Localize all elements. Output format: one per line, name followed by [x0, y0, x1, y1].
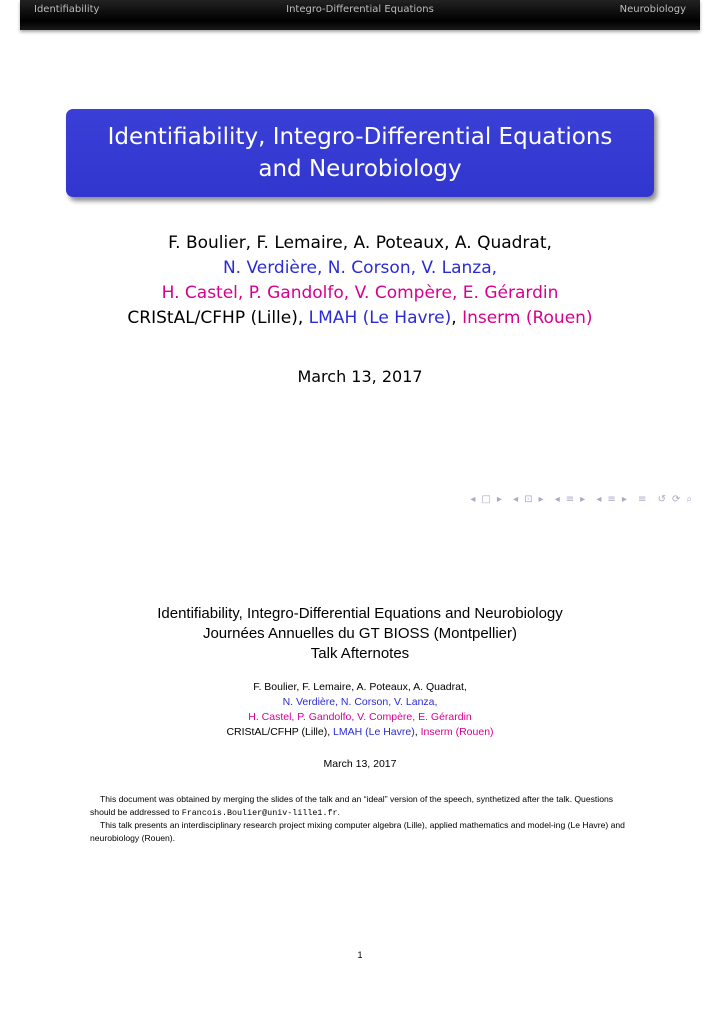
notes-event: Journées Annuelles du GT BIOSS (Montpellier) [202, 625, 518, 642]
notes-date: March 13, 2017 [323, 758, 397, 770]
notes-authors-le-havre: N. Verdière, N. Corson, V. Lanza, [282, 696, 438, 708]
nav-next-doc-icon[interactable]: ▸ [621, 494, 629, 505]
nav-frame-icon[interactable]: □ [481, 494, 493, 505]
nav-doc-icon[interactable]: ≡ [607, 494, 618, 505]
notes-authors-lille: F. Boulier, F. Lemaire, A. Poteaux, A. Quadrat, [253, 681, 467, 693]
page-number: 1 [357, 950, 363, 960]
nav-appendix-icon[interactable]: ≡ [638, 494, 649, 505]
header-section-ide[interactable]: Integro-Differential Equations [286, 4, 434, 15]
slide-title: Identifiability, Integro-Differential Equations and Neurobiology [107, 124, 613, 182]
nav-prev-frame-icon[interactable]: ◂ [470, 494, 478, 505]
notes-affil-lille: CRIStAL/CFHP (Lille) [226, 726, 328, 738]
affil-rouen: Inserm (Rouen) [462, 308, 593, 328]
affiliations [0, 306, 720, 331]
nav-forward-icon[interactable]: ⟳ [672, 494, 683, 505]
nav-search-icon[interactable]: ⌕ [686, 494, 694, 505]
nav-section-icon[interactable]: ≡ [565, 494, 577, 505]
nav-prev-section-icon[interactable]: ◂ [554, 494, 562, 505]
slide-title-box [66, 109, 654, 197]
contact-email-link[interactable]: Francois.Boulier@univ-lille1.fr [181, 807, 338, 818]
nav-next-section-icon[interactable]: ▸ [580, 494, 588, 505]
beamer-navigation-controls [466, 494, 694, 508]
notes-affiliations [0, 725, 720, 740]
notes-affil-separator: , [327, 726, 334, 738]
notes-affil-rouen: Inserm (Rouen) [420, 726, 494, 738]
slide-authors [0, 231, 720, 331]
affil-le-havre: LMAH (Le Havre) [308, 308, 452, 328]
affil-separator: , [297, 308, 309, 328]
notes-affil-le-havre: LMAH (Le Havre) [333, 726, 415, 738]
notes-title: Identifiability, Integro-Differential Equations and Neurobiology [157, 605, 563, 622]
nav-prev-doc-icon[interactable]: ◂ [596, 494, 604, 505]
notes-affil-separator: , [414, 726, 421, 738]
header-section-neurobiology[interactable]: Neurobiology [619, 4, 686, 15]
header-section-identifiability[interactable]: Identifiability [34, 4, 100, 15]
notes-authors-rouen: H. Castel, P. Gandolfo, V. Compère, E. Gérardin [248, 711, 472, 723]
affil-separator: , [451, 308, 463, 328]
afternotes-page [0, 540, 720, 1019]
affil-lille: CRIStAL/CFHP (Lille) [127, 308, 298, 328]
notes-authors [0, 680, 720, 740]
nav-subsection-icon[interactable]: ⊡ [524, 494, 535, 505]
abstract-paragraph-1 [90, 793, 630, 819]
abstract-text: This document was obtained by merging the slides of the talk and an “ideal” version of the speech, synthetized after the talk. Questions should be addressed to [90, 794, 614, 817]
abstract [90, 793, 630, 844]
nav-back-icon[interactable]: ↺ [657, 494, 668, 505]
nav-prev-subsection-icon[interactable]: ◂ [513, 494, 521, 505]
abstract-period: . [337, 806, 340, 817]
authors-lille: F. Boulier, F. Lemaire, A. Poteaux, A. Quadrat, [168, 233, 552, 253]
slide-date: March 13, 2017 [297, 367, 423, 386]
nav-next-frame-icon[interactable]: ▸ [496, 494, 504, 505]
notes-title-block [0, 604, 720, 664]
abstract-paragraph-2: This talk presents an interdisciplinary research project mixing computer algebra (Lille), applied mathematics and model-ing (Le Havre) and neurobiology (Rouen). [90, 820, 625, 843]
slide-header-bar [20, 0, 700, 30]
notes-subtitle: Talk Afternotes [310, 645, 410, 662]
nav-next-subsection-icon[interactable]: ▸ [538, 494, 546, 505]
authors-le-havre: N. Verdière, N. Corson, V. Lanza, [222, 258, 498, 278]
authors-rouen: H. Castel, P. Gandolfo, V. Compère, E. Gérardin [161, 283, 559, 303]
